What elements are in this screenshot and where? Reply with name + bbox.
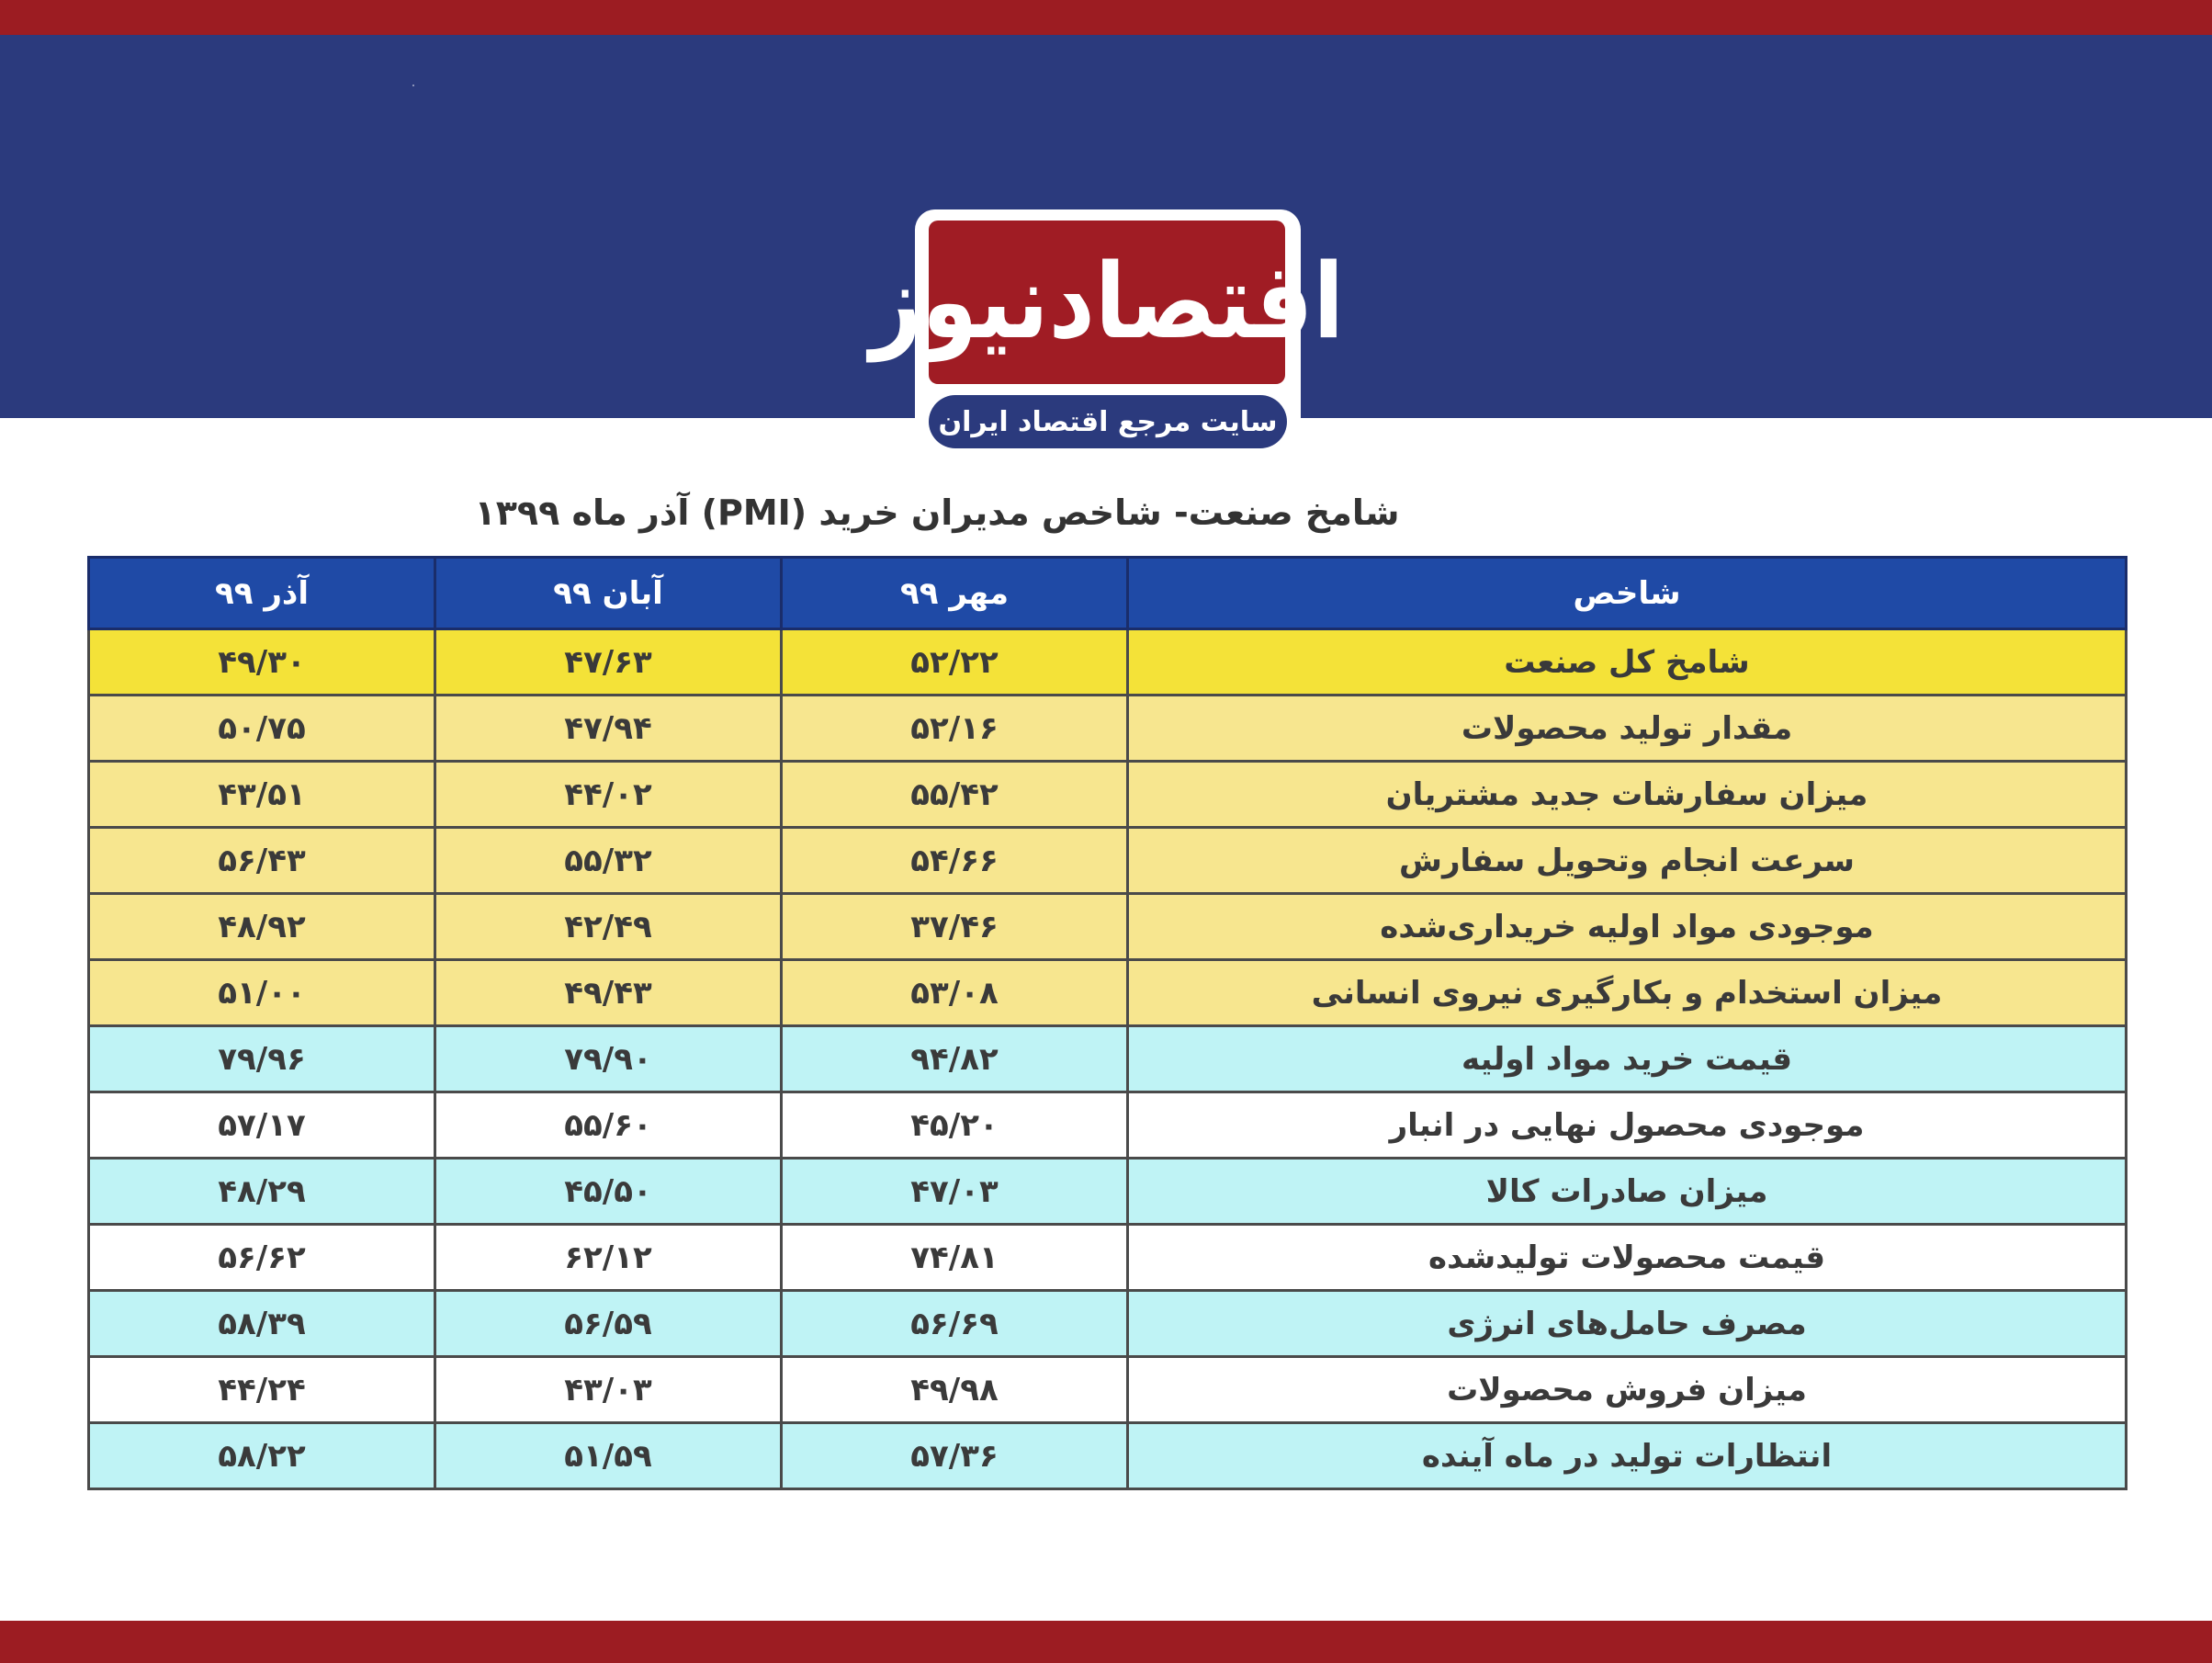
value-cell: ۴۹/۴۳	[435, 960, 782, 1026]
value-cell: ۶۲/۱۲	[435, 1225, 782, 1291]
top-red-bar	[0, 0, 2212, 35]
value-cell: ۵۳/۰۸	[782, 960, 1128, 1026]
value-cell: ۴۵/۲۰	[782, 1092, 1128, 1159]
row-label: موجودی مواد اولیه خریداری‌شده	[1128, 894, 2127, 960]
value-cell: ۵۱/۵۹	[435, 1423, 782, 1489]
value-cell: ۷۹/۹۶	[89, 1026, 435, 1092]
row-label: میزان فروش محصولات	[1128, 1357, 2127, 1423]
value-cell: ۷۹/۹۰	[435, 1026, 782, 1092]
value-cell: ۵۶/۶۹	[782, 1291, 1128, 1357]
bottom-red-bar	[0, 1621, 2212, 1663]
table-row	[89, 1423, 2127, 1489]
table-row	[89, 629, 2127, 696]
row-label: انتظارات تولید در ماه آینده	[1128, 1423, 2127, 1489]
value-cell: ۵۵/۴۲	[782, 762, 1128, 828]
value-cell: ۴۴/۲۴	[89, 1357, 435, 1423]
value-cell: ۴۸/۲۹	[89, 1159, 435, 1225]
value-cell: ۵۶/۶۲	[89, 1225, 435, 1291]
table-row	[89, 828, 2127, 894]
column-header: مهر ۹۹	[782, 558, 1128, 629]
logo[interactable]	[869, 221, 1345, 384]
logo-text: اقتصادنیوز	[869, 242, 1345, 363]
row-label: قیمت خرید مواد اولیه	[1128, 1026, 2127, 1092]
value-cell: ۷۴/۸۱	[782, 1225, 1128, 1291]
value-cell: ۵۲/۲۲	[782, 629, 1128, 696]
value-cell: ۴۸/۹۲	[89, 894, 435, 960]
value-cell: ۵۵/۳۲	[435, 828, 782, 894]
value-cell: ۵۴/۶۶	[782, 828, 1128, 894]
value-cell: ۵۱/۰۰	[89, 960, 435, 1026]
row-label: میزان سفارشات جدید مشتریان	[1128, 762, 2127, 828]
value-cell: ۹۴/۸۲	[782, 1026, 1128, 1092]
table-body	[89, 629, 2127, 1489]
table-row	[89, 1092, 2127, 1159]
row-label: میزان استخدام و بکارگیری نیروی انسانی	[1128, 960, 2127, 1026]
table-row	[89, 1159, 2127, 1225]
logo-tagline-pill	[929, 395, 1287, 448]
row-label: شامخ کل صنعت	[1128, 629, 2127, 696]
value-cell: ۴۹/۳۰	[89, 629, 435, 696]
value-cell: ۵۷/۱۷	[89, 1092, 435, 1159]
table-row	[89, 1291, 2127, 1357]
logo-tagline: سایت مرجع اقتصاد ایران	[938, 405, 1278, 438]
table-header-row	[89, 558, 2127, 629]
row-label: قیمت محصولات تولیدشده	[1128, 1225, 2127, 1291]
table-row	[89, 1026, 2127, 1092]
table-row	[89, 1357, 2127, 1423]
value-cell: ۴۳/۰۳	[435, 1357, 782, 1423]
row-label: مقدار تولید محصولات	[1128, 696, 2127, 762]
column-header: شاخص	[1128, 558, 2127, 629]
value-cell: ۵۵/۶۰	[435, 1092, 782, 1159]
column-header: آذر ۹۹	[89, 558, 435, 629]
value-cell: ۴۷/۶۳	[435, 629, 782, 696]
table-row	[89, 960, 2127, 1026]
value-cell: ۴۷/۰۳	[782, 1159, 1128, 1225]
chart-title: شامخ صنعت- شاخص مدیران خرید (PMI) آذر ماه ۱۳۹۹	[474, 492, 1400, 533]
value-cell: ۴۷/۹۴	[435, 696, 782, 762]
pmi-table	[87, 556, 2127, 1490]
value-cell: ۵۶/۵۹	[435, 1291, 782, 1357]
value-cell: ۴۴/۰۲	[435, 762, 782, 828]
value-cell: ۴۲/۴۹	[435, 894, 782, 960]
row-label: موجودی محصول نهایی در انبار	[1128, 1092, 2127, 1159]
value-cell: ۴۳/۵۱	[89, 762, 435, 828]
row-label: میزان صادرات کالا	[1128, 1159, 2127, 1225]
value-cell: ۵۷/۳۶	[782, 1423, 1128, 1489]
column-header: آبان ۹۹	[435, 558, 782, 629]
value-cell: ۵۸/۳۹	[89, 1291, 435, 1357]
row-label: مصرف حامل‌های انرژی	[1128, 1291, 2127, 1357]
value-cell: ۵۲/۱۶	[782, 696, 1128, 762]
value-cell: ۵۸/۲۲	[89, 1423, 435, 1489]
table-row	[89, 894, 2127, 960]
banner-speck	[412, 85, 414, 86]
table-row	[89, 1225, 2127, 1291]
value-cell: ۵۶/۴۳	[89, 828, 435, 894]
table-row	[89, 762, 2127, 828]
value-cell: ۴۵/۵۰	[435, 1159, 782, 1225]
table-row	[89, 696, 2127, 762]
value-cell: ۵۰/۷۵	[89, 696, 435, 762]
value-cell: ۴۹/۹۸	[782, 1357, 1128, 1423]
row-label: سرعت انجام وتحویل سفارش	[1128, 828, 2127, 894]
value-cell: ۳۷/۴۶	[782, 894, 1128, 960]
